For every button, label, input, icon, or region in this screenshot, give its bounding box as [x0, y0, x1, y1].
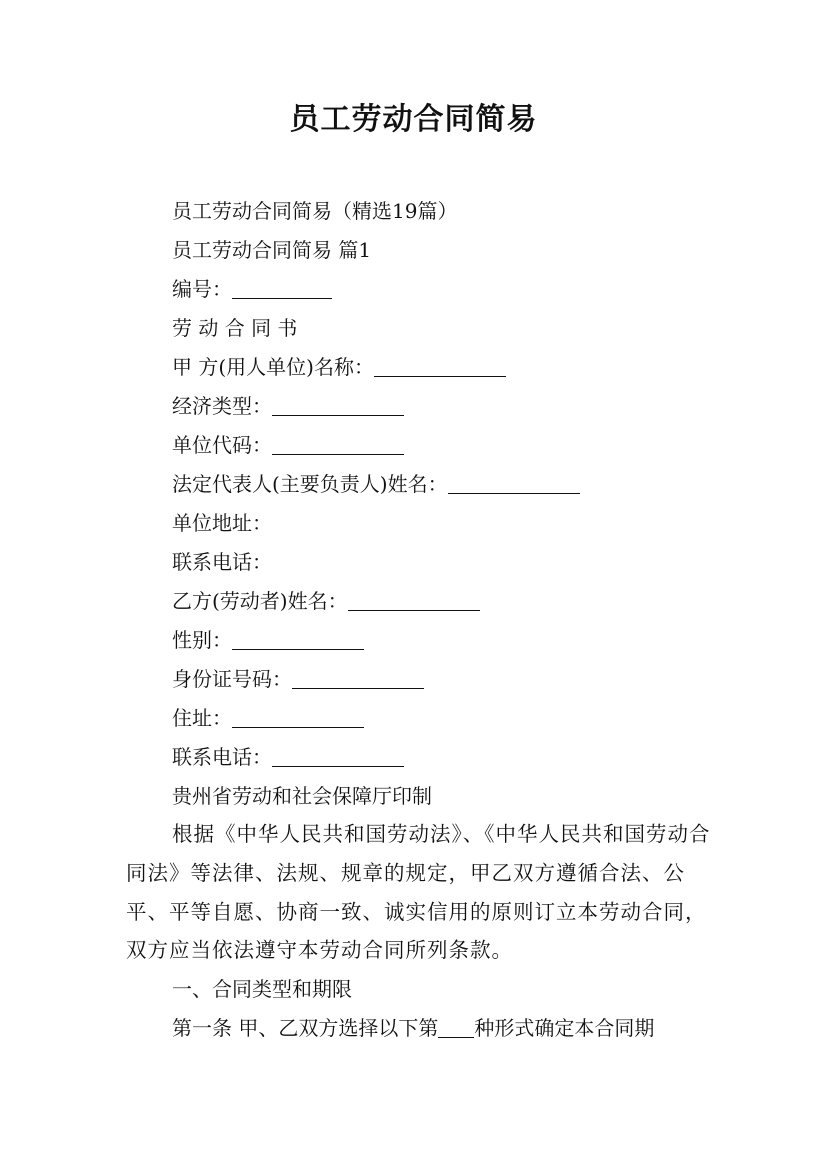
field-unit-address-label: 单位地址： — [172, 511, 272, 535]
field-id-number-label: 身份证号码： — [172, 667, 292, 691]
section-heading — [172, 974, 352, 1004]
field-unit-address — [172, 508, 272, 538]
field-employee-name-blank — [348, 590, 480, 611]
subtitle-line — [172, 196, 457, 226]
section-heading-text: 一、合同类型和期限 — [172, 977, 352, 1001]
chapter-heading-text: 员工劳动合同简易 篇1 — [172, 238, 372, 262]
field-number-blank — [232, 278, 332, 299]
contract-book-heading-text: 劳 动 合 同 书 — [172, 316, 298, 340]
field-unit-code-label: 单位代码： — [172, 433, 272, 457]
field-unit-code — [172, 430, 404, 460]
field-gender-blank — [232, 629, 364, 650]
field-id-number-blank — [292, 668, 424, 689]
field-id-number — [172, 664, 424, 694]
field-employee-name — [172, 586, 480, 616]
chapter-heading — [172, 235, 371, 265]
document-title: 员工劳动合同简易 — [289, 102, 538, 137]
printed-by-text: 贵州省劳动和社会保障厅印制 — [172, 784, 432, 808]
article-one-start: 第一条 甲、乙双方选择以下第 — [172, 1016, 439, 1040]
field-number-label: 编号： — [172, 277, 232, 301]
field-unit-code-blank — [272, 434, 404, 455]
field-employer-name-label: 甲 方(用人单位)名称： — [172, 355, 374, 379]
field-number — [172, 274, 332, 304]
article-one — [172, 1013, 654, 1043]
field-employer-phone-label: 联系电话： — [172, 550, 272, 574]
field-legal-rep-blank — [448, 473, 580, 494]
field-address-blank — [232, 707, 364, 728]
article-one-end: 种形式确定本合同期 — [474, 1016, 655, 1040]
field-gender — [172, 625, 364, 655]
field-legal-rep-label: 法定代表人(主要负责人)姓名： — [172, 472, 448, 496]
field-economic-type-blank — [272, 395, 404, 416]
field-economic-type-label: 经济类型： — [172, 394, 272, 418]
field-employer-name — [172, 352, 506, 382]
intro-paragraph: 根据《中华人民共和国劳动法》、《中华人民共和国劳动合同法》等法律、法规、规章的规定，甲乙双方遵循合法、公平、平等自愿、协商一致、诚实信用的原则订立本劳动合同，双方应当依法遵守本劳动合同所列条款。 — [126, 822, 711, 963]
field-employer-name-blank — [374, 356, 506, 377]
subtitle-text: 员工劳动合同简易（精选19篇） — [172, 199, 458, 223]
field-economic-type — [172, 391, 404, 421]
field-employee-phone-label: 联系电话： — [172, 745, 272, 769]
field-employee-name-label: 乙方(劳动者)姓名： — [172, 589, 348, 613]
field-address — [172, 703, 364, 733]
field-gender-label: 性别： — [172, 628, 232, 652]
field-employee-phone — [172, 742, 404, 772]
contract-book-heading — [172, 313, 297, 343]
field-address-label: 住址： — [172, 706, 232, 730]
field-employer-phone — [172, 547, 272, 577]
article-one-blank — [438, 1017, 474, 1038]
printed-by-line — [172, 781, 432, 811]
field-employee-phone-blank — [272, 746, 404, 767]
field-legal-rep — [172, 469, 580, 499]
